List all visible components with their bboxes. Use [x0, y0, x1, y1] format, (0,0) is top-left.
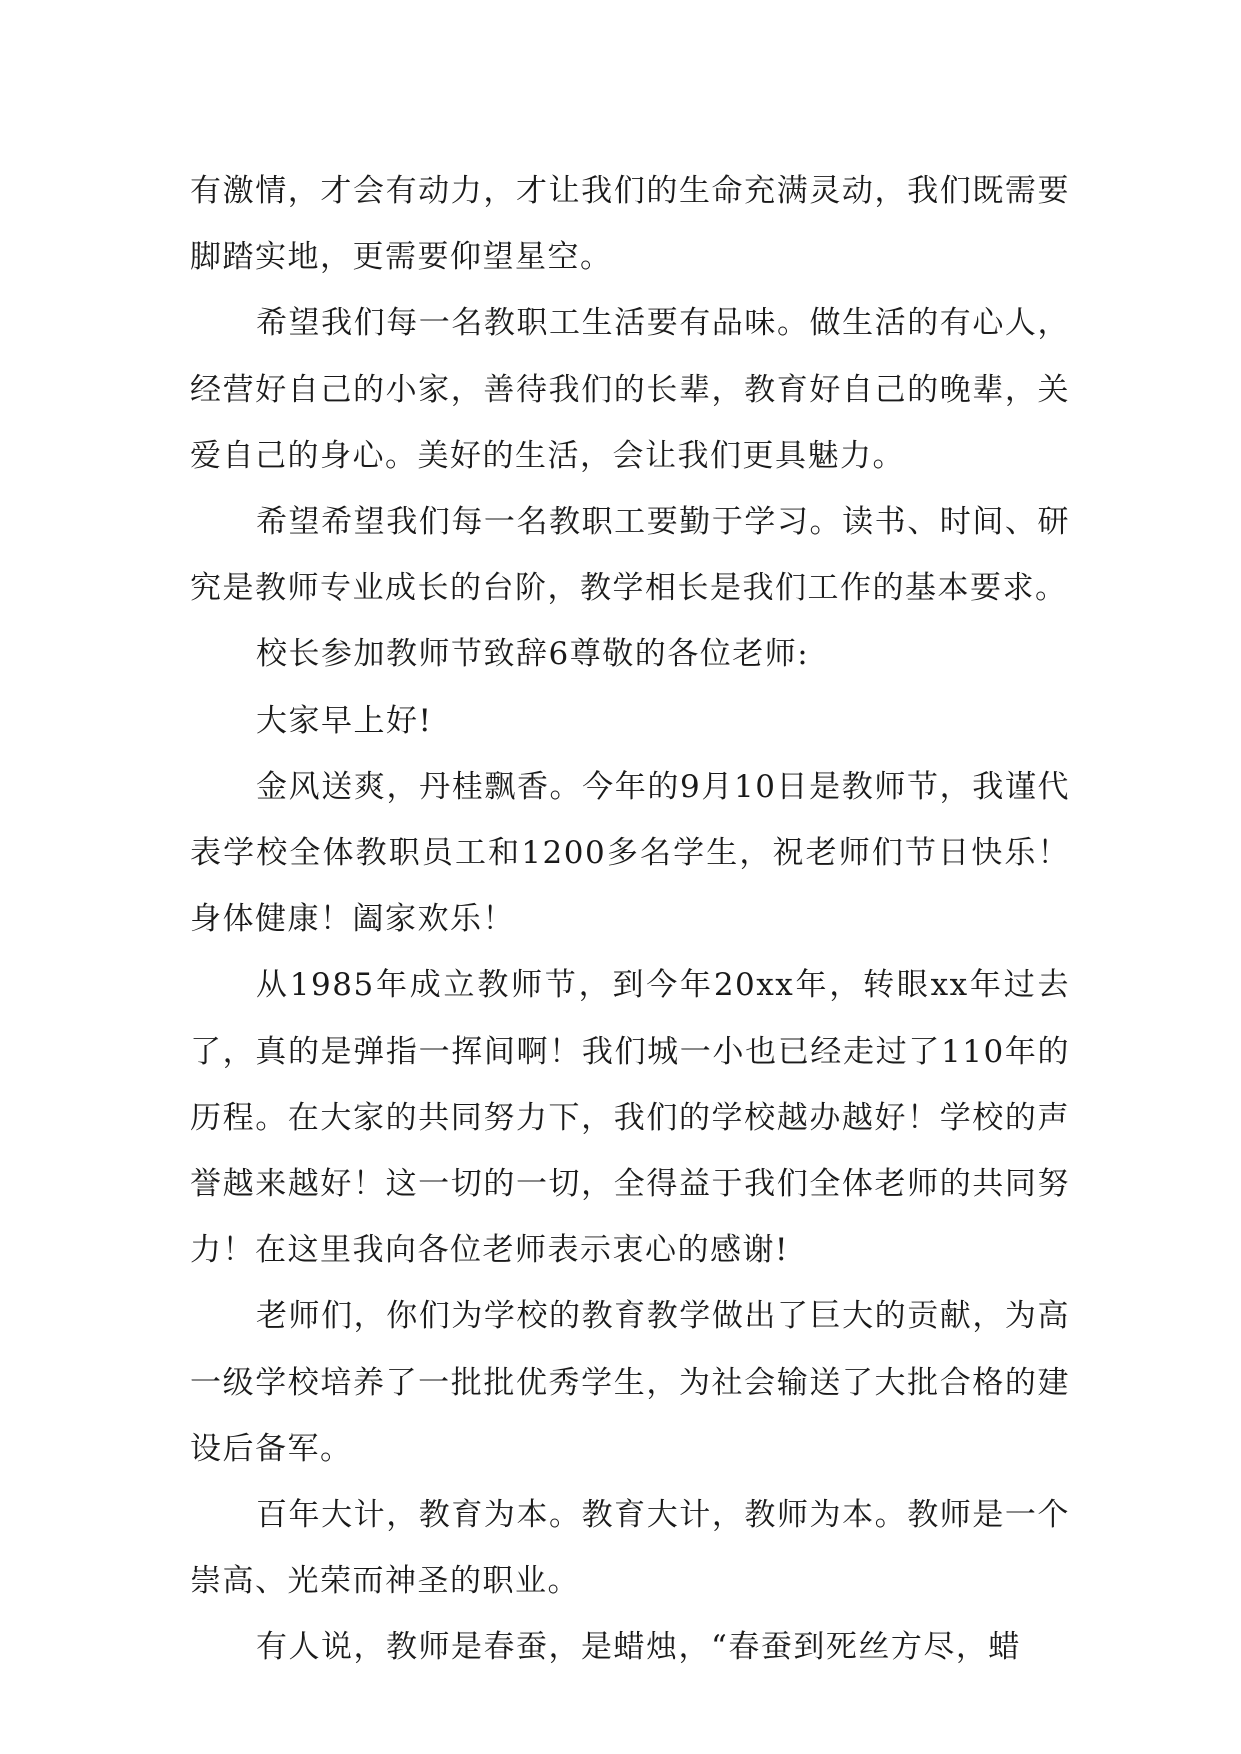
paragraph: 校长参加教师节致辞6尊敬的各位老师:	[256, 636, 810, 673]
paragraph: 老师们，你们为学校的教育教学做出了巨大的贡献，为高一级学校培养了一批批优秀学生，为社会输送了大批合格的建设后备军。	[190, 1298, 1070, 1467]
paragraph: 希望我们每一名教职工生活要有品味。做生活的有心人，经营好自己的小家，善待我们的长辈，教育好自己的晚辈，关爱自己的身心。美好的生活，会让我们更具魅力。	[190, 305, 1070, 474]
paragraph: 百年大计，教育为本。教育大计，教师为本。教师是一个崇高、光荣而神圣的职业。	[190, 1497, 1070, 1600]
paragraph: 有人说，教师是春蚕，是蜡烛，“春蚕到死丝方尽，蜡	[256, 1629, 1021, 1666]
document-body	[190, 158, 1070, 1681]
paragraph: 大家早上好!	[256, 702, 433, 739]
paragraph: 从1985年成立教师节，到今年20xx年，转眼xx年过去了，真的是弹指一挥间啊！我们城一小也已经走过了110年的历程。在大家的共同努力下，我们的学校越办越好！学校的声誉越来越好！这一切的一切，全得益于我们全体老师的共同努力！在这里我向各位老师表示衷心的感谢!	[190, 967, 1070, 1269]
paragraph: 有激情，才会有动力，才让我们的生命充满灵动，我们既需要脚踏实地，更需要仰望星空。	[190, 173, 1070, 276]
paragraph: 希望希望我们每一名教职工要勤于学习。读书、时间、研究是教师专业成长的台阶，教学相长是我们工作的基本要求。	[190, 504, 1070, 607]
paragraph: 金风送爽，丹桂飘香。今年的9月10日是教师节，我谨代表学校全体教职员工和1200多名学生，祝老师们节日快乐！身体健康！阖家欢乐！	[190, 768, 1070, 938]
